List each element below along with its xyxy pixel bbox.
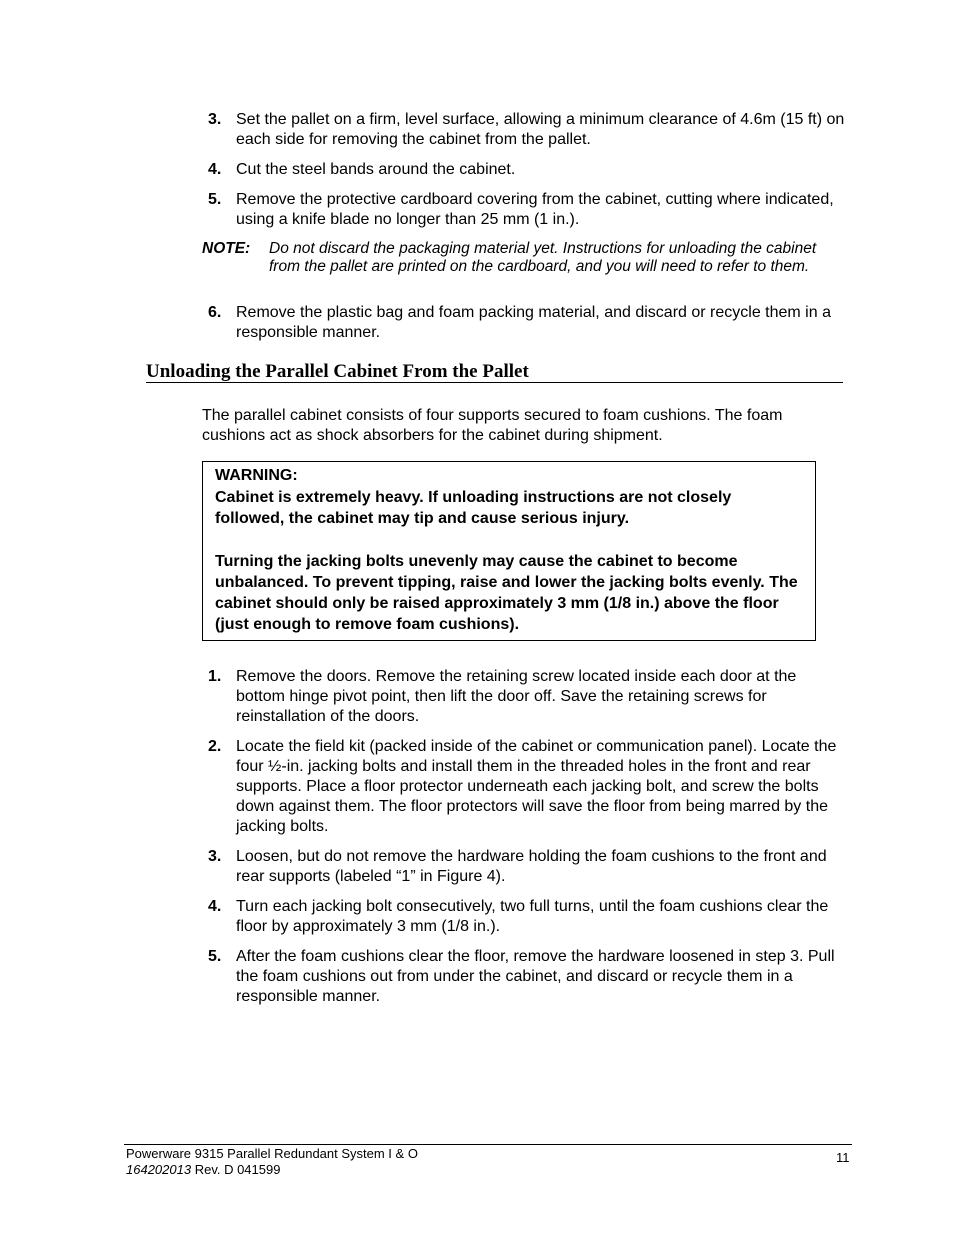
- footer-doc-info: [126, 1162, 280, 1178]
- step-text: Turn each jacking bolt consecutively, two full turns, until the foam cushions clear the floor by approximately 3 mm (1/8 in.).: [236, 898, 829, 935]
- step-text: Remove the doors. Remove the retaining screw located inside each door at the bottom hinge pivot point, then lift the door off. Save the retaining screws for reinstallation of the doors.: [236, 668, 797, 725]
- warning-paragraph: Turning the jacking bolts unevenly may cause the cabinet to become unbalanced. To prevent tipping, raise and lower the jacking bolts evenly. The cabinet should only be raised approximately 3 mm (1/8 in.) above the floor (just enough to remove foam cushions).: [215, 553, 798, 633]
- section-heading: Unloading the Parallel Cabinet From the Pallet: [146, 361, 843, 383]
- footer-divider: [124, 1144, 852, 1145]
- step-number: 4.: [208, 161, 222, 178]
- footer-revision: Rev. D 041599: [194, 1162, 281, 1177]
- footer-title: Powerware 9315 Parallel Redundant System I & O: [126, 1146, 418, 1161]
- step-number: 6.: [208, 304, 222, 321]
- intro-paragraph: The parallel cabinet consists of four supports secured to foam cushions. The foam cushions act as shock absorbers for the cabinet during shipment.: [202, 407, 783, 444]
- step-text: Cut the steel bands around the cabinet.: [236, 161, 516, 178]
- step-number: 5.: [208, 191, 222, 208]
- step-text: Loosen, but do not remove the hardware holding the foam cushions to the front and rear supports (labeled “1” in Figure 4).: [236, 848, 827, 885]
- step-text: Set the pallet on a firm, level surface, allowing a minimum clearance of 4.6m (15 ft) on each side for removing the cabinet from the pallet.: [236, 111, 845, 148]
- step-text: After the foam cushions clear the floor, remove the hardware loosened in step 3. Pull the foam cushions out from under the cabinet, and discard or recycle them in a responsible manner.: [236, 948, 835, 1005]
- step-number: 1.: [208, 668, 222, 685]
- step-text: Remove the protective cardboard covering from the cabinet, cutting where indicated, using a knife blade no longer than 25 mm (1 in.).: [236, 191, 834, 228]
- step-number: 2.: [208, 738, 222, 755]
- page-number: 11: [836, 1150, 850, 1165]
- step-text: Locate the field kit (packed inside of the cabinet or communication panel). Locate the four ½-in. jacking bolts and install them in the threaded holes in the front and rear supports. Place a floor protector underneath each jacking bolt, and screw the bolts down against them. The floor protectors will save the floor from being marred by the jacking bolts.: [236, 738, 837, 835]
- step-number: 3.: [208, 111, 222, 128]
- warning-title: WARNING:: [215, 467, 298, 484]
- step-number: 5.: [208, 948, 222, 965]
- warning-paragraph: Cabinet is extremely heavy. If unloading instructions are not closely followed, the cabinet may tip and cause serious injury.: [215, 489, 732, 527]
- step-number: 3.: [208, 848, 222, 865]
- note-text: Do not discard the packaging material yet. Instructions for unloading the cabinet from the pallet are printed on the cardboard, and you will need to refer to them.: [269, 240, 817, 275]
- warning-box: [202, 461, 816, 641]
- footer-doc-number: 164202013: [126, 1162, 192, 1177]
- step-number: 4.: [208, 898, 222, 915]
- step-text: Remove the plastic bag and foam packing material, and discard or recycle them in a responsible manner.: [236, 304, 831, 341]
- note-label: NOTE:: [202, 240, 251, 257]
